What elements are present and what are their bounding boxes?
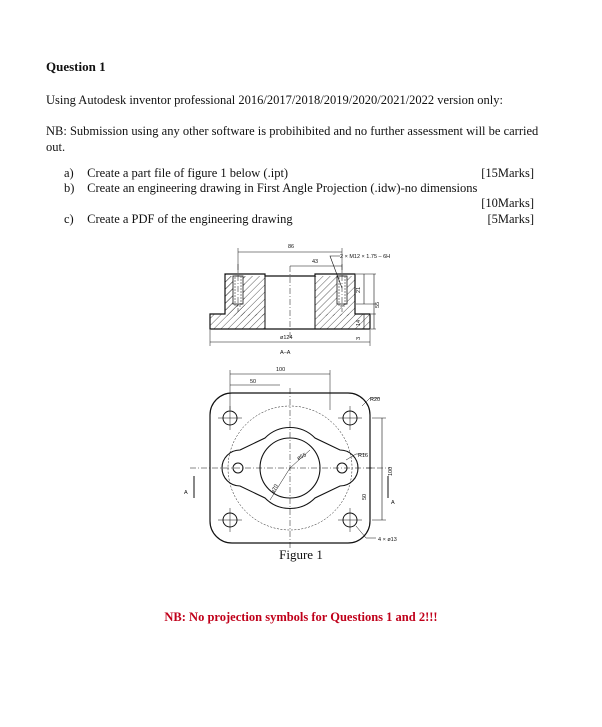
task-text: Create a PDF of the engineering drawing [87,212,293,226]
dim-14: 14 [356,319,362,326]
question-title: Question 1 [46,59,106,74]
cut-label-left: A [184,490,188,496]
dim-3: 3 [356,336,362,340]
task-text: Create an engineering drawing in First Angle Projection (.idw)-no dimensions [87,181,478,195]
plan-view [190,370,390,548]
section-label: A–A [280,350,291,356]
task-item-c [64,212,534,227]
task-item-b [64,181,534,196]
dim-21: 21 [356,286,362,293]
dim-50: 50 [250,379,257,385]
task-marks: [10Marks] [481,196,534,210]
figure-caption: Figure 1 [279,547,323,562]
dim-v50: 50 [362,493,368,500]
dim-r16: R16 [358,453,369,459]
dim-dia124: ø124 [280,335,293,341]
dim-55: 55 [375,301,381,308]
task-marks: [5Marks] [487,212,534,226]
cut-label-right: A [391,500,395,506]
dim-86: 86 [288,244,295,250]
task-marks: [15Marks] [481,166,534,180]
projection-note: NB: No projection symbols for Questions 1 and 2!!! [164,610,438,624]
task-label: a) [64,166,74,180]
technical-drawing [170,238,430,548]
task-item-a [64,166,534,181]
dim-holes: 4 × ø13 [378,537,397,543]
dim-dia55: ø55 [296,452,308,462]
dim-dia70: ø70 [270,483,280,495]
nb-text: NB: Submission using any other software is probihibited and no further assessment will be carried out. [46,124,539,154]
dim-r20: R20 [370,397,381,403]
dim-43: 43 [312,259,319,265]
task-label: c) [64,212,74,226]
section-view [210,248,376,346]
task-text: Create a part file of figure 1 below (.ipt) [87,166,289,180]
dim-thread: 2 × M12 × 1.75 – 6H [340,254,391,260]
intro-text: Using Autodesk inventor professional 2016/2017/2018/2019/2020/2021/2022 version only: [46,93,503,107]
dim-v100: 100 [388,466,394,476]
dim-100: 100 [276,367,286,373]
task-label: b) [64,181,75,195]
